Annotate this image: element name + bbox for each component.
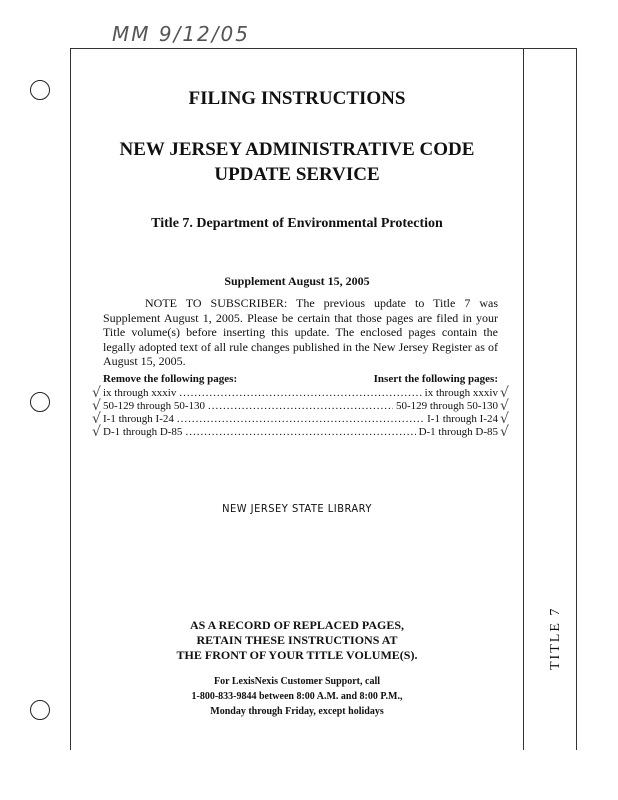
check-mark-icon: √ [92, 424, 101, 440]
remove-header: Remove the following pages: [103, 373, 238, 385]
remove-pages: I-1 through I-24 [103, 413, 174, 425]
record-line1: AS A RECORD OF REPLACED PAGES, [189, 618, 405, 632]
leader-dots [179, 387, 421, 400]
page-frame-right [523, 48, 524, 750]
page-frame-tab-edge [576, 48, 577, 750]
leader-dots [185, 426, 415, 439]
record-line2: RETAIN THESE INSTRUCTIONS AT [196, 633, 398, 647]
remove-pages: ix through xxxiv [103, 387, 177, 399]
check-mark-icon: √ [500, 424, 509, 440]
remove-pages: 50-129 through 50-130 [103, 400, 206, 412]
insert-pages: D-1 through D-85 [418, 426, 498, 438]
code-title-line1: NEW JERSEY ADMINISTRATIVE CODE [119, 139, 475, 160]
page-heading: FILING INSTRUCTIONS [188, 88, 406, 109]
check-mark-icon: √ [500, 398, 509, 414]
leader-dots [177, 413, 424, 426]
insert-pages: ix through xxxiv [424, 387, 498, 399]
check-mark-icon: √ [92, 385, 101, 401]
check-mark-icon: √ [500, 411, 509, 427]
record-line3: THE FRONT OF YOUR TITLE VOLUME(S). [176, 648, 418, 662]
binder-hole-bottom [30, 700, 50, 720]
title-line: Title 7. Department of Environmental Protection [151, 216, 443, 231]
table-row [103, 387, 498, 400]
insert-header: Insert the following pages: [373, 373, 498, 385]
binder-hole-top [30, 80, 50, 100]
check-mark-icon: √ [500, 385, 509, 401]
table-row [103, 426, 498, 439]
page-replacement-table [103, 373, 498, 439]
support-line2: 1-800-833-9844 between 8:00 A.M. and 8:00 P.M., [191, 691, 403, 702]
note-to-subscriber: NOTE TO SUBSCRIBER: The previous update to Title 7 was Supplement August 1, 2005. Please be certain that those pages are filed in your Title volume(s) before inserting this update. The enclosed pages contain the legally adopted text of all rule changes published in the New Jersey Register as of August 15, 2005. [103, 296, 498, 368]
check-mark-icon: √ [92, 411, 101, 427]
table-row [103, 413, 498, 426]
supplement-date: Supplement August 15, 2005 [224, 274, 370, 288]
table-header [103, 373, 498, 387]
insert-pages: I-1 through I-24 [427, 413, 498, 425]
check-mark-icon: √ [92, 398, 101, 414]
remove-pages: D-1 through D-85 [103, 426, 183, 438]
handwritten-initials-date: MM 9/12/05 [112, 22, 250, 46]
library-stamp: NEW JERSEY STATE LIBRARY [222, 502, 372, 515]
support-line3: Monday through Friday, except holidays [210, 706, 384, 717]
code-title-line2: UPDATE SERVICE [214, 164, 380, 185]
title-tab-label: TITLE 7 [548, 606, 563, 670]
insert-pages: 50-129 through 50-130 [395, 400, 498, 412]
page-frame-top [70, 48, 576, 49]
support-line1: For LexisNexis Customer Support, call [213, 676, 380, 687]
binder-hole-middle [30, 392, 50, 412]
table-row [103, 400, 498, 413]
leader-dots [208, 400, 393, 413]
